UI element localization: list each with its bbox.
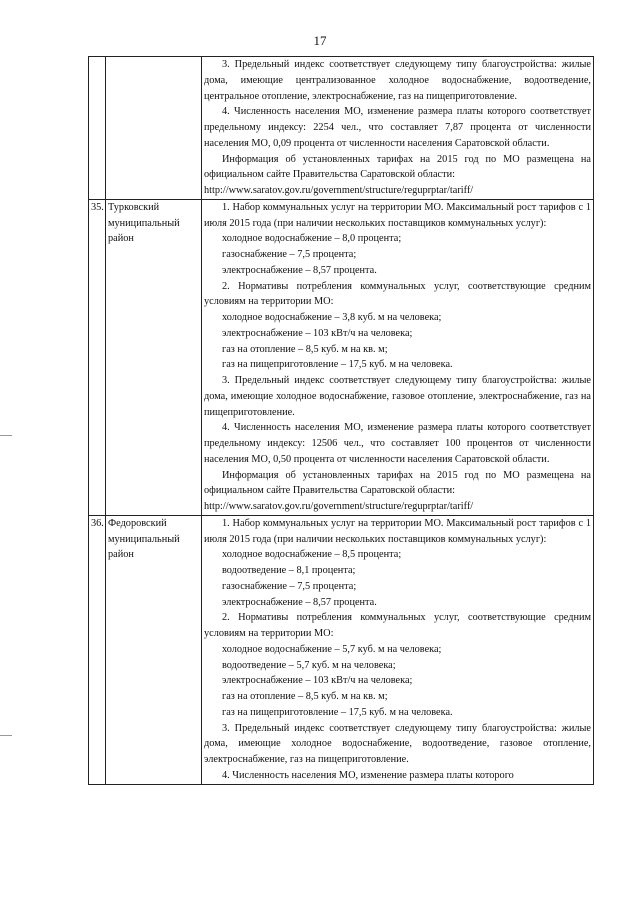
paragraph-info: Информация об установленных тарифах на 2015 год по МО размещена на официальном сайте Правительства Саратовской области: (204, 469, 591, 497)
paragraph-population: 4. Численность населения МО, изменение размера платы которого (222, 769, 514, 781)
list-item: электроснабжение – 103 кВт/ч на человека; (222, 675, 413, 687)
list-item: газ на отопление – 8,5 куб. м на кв. м; (222, 343, 388, 355)
list-item: электроснабжение – 8,57 процента. (222, 596, 377, 608)
site-link[interactable]: http://www.saratov.gov.ru/government/structure/reguprptar/tariff/ (204, 185, 474, 196)
site-link[interactable]: http://www.saratov.gov.ru/government/structure/reguprptar/tariff/ (204, 501, 474, 512)
table-row (89, 57, 594, 200)
list-item: холодное водоснабжение – 8,0 процента; (222, 233, 402, 245)
paragraph-tariffs: 1. Набор коммунальных услуг на территории МО. Максимальный рост тарифов с 1 июля 2015 года (при наличии нескольких поставщиков коммунальных услуг): (204, 201, 591, 229)
list-item: газ на отопление – 8,5 куб. м на кв. м; (222, 691, 388, 702)
row-number-cell (89, 57, 106, 200)
list-item: холодное водоснабжение – 3,8 куб. м на человека; (222, 312, 442, 323)
description-cell (202, 57, 594, 200)
paragraph-tariffs: 1. Набор коммунальных услуг на территории МО. Максимальный рост тарифов с 1 июля 2015 года (при наличии нескольких поставщиков коммунальных услуг): (204, 517, 591, 545)
margin-mark (0, 435, 12, 436)
paragraph-population: 4. Численность населения МО, изменение размера платы которого соответствует предельному индексу: 2254 чел., что составляет 7,87 процента от численности населения МО, 0,09 процента от численности населения Саратовской области. (204, 106, 591, 149)
district-name-cell: Федоровский муниципальный район (106, 515, 202, 784)
paragraph-population: 4. Численность населения МО, изменение размера платы которого соответствует предельному индексу: 12506 чел., что составляет 100 процентов от численности населения МО, 0,50 процента от численности населения Саратовской области. (204, 422, 591, 465)
list-item: газоснабжение – 7,5 процента; (222, 249, 357, 260)
list-item: водоотведение – 8,1 процента; (222, 565, 356, 576)
table-row (89, 199, 594, 515)
list-item: водоотведение – 5,7 куб. м на человека; (222, 659, 396, 671)
list-item: электроснабжение – 8,57 процента. (222, 264, 377, 276)
row-number-cell: 35. (89, 199, 106, 515)
list-item: газ на пищеприготовление – 17,5 куб. м на человека. (222, 359, 453, 371)
paragraph-index-type: 3. Предельный индекс соответствует следующему типу благоустройства: жилые дома, имеющие холодное водоснабжение, газовое отопление, электроснабжение, газ на пищеприготовление. (204, 375, 591, 418)
list-item: электроснабжение – 103 кВт/ч на человека; (222, 327, 413, 339)
district-name-cell (106, 57, 202, 200)
row-number-cell: 36. (89, 515, 106, 784)
paragraph-info: Информация об установленных тарифах на 2015 год по МО размещена на официальном сайте Правительства Саратовской области: (204, 153, 591, 181)
table-row (89, 515, 594, 784)
margin-mark (0, 735, 12, 736)
paragraph-norms: 2. Нормативы потребления коммунальных услуг, соответствующие средним условиям на территории МО: (204, 280, 591, 308)
paragraph-index-type: 3. Предельный индекс соответствует следующему типу благоустройства: жилые дома, имеющие холодное водоснабжение, водоотведение, газовое отопление, электроснабжение, газ на пищеприготовление. (204, 722, 591, 765)
page-number: 17 (313, 33, 327, 48)
district-name-cell: Турковский муниципальный район (106, 199, 202, 515)
description-cell (202, 199, 594, 515)
list-item: газоснабжение – 7,5 процента; (222, 580, 357, 592)
paragraph-norms: 2. Нормативы потребления коммунальных услуг, соответствующие средним условиям на территории МО: (204, 612, 591, 639)
description-cell (202, 515, 594, 784)
paragraph-index-type: 3. Предельный индекс соответствует следующему типу благоустройства: жилые дома, имеющие централизованное холодное водоснабжение, водоотведение, центральное отопление, электроснабжение, газ на пищеприготовление. (204, 59, 591, 102)
list-item: холодное водоснабжение – 5,7 куб. м на человека; (222, 643, 442, 655)
tariff-table (88, 56, 594, 785)
list-item: холодное водоснабжение – 8,5 процента; (222, 549, 402, 561)
list-item: газ на пищеприготовление – 17,5 куб. м на человека. (222, 706, 453, 718)
